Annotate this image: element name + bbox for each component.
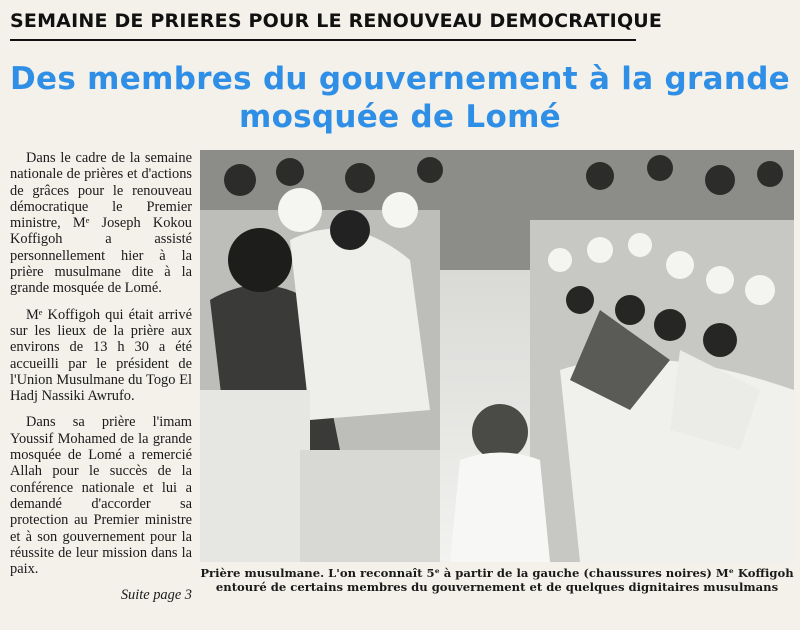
- continuation-note: Suite page 3: [120, 587, 192, 604]
- headline-line-2: mosquée de Lomé: [238, 99, 562, 135]
- photo-illustration: [200, 150, 794, 562]
- section-kicker: SEMAINE DE PRIERES POUR LE RENOUVEAU DEMOCRATIQUE: [10, 10, 663, 32]
- paragraph-2: Mᵉ Koffigoh qui était arrivé sur les lieux de la prière aux environs de 13 h 30 a été accueilli par le président de l'Union Musulmane du Togo El Hadj Nassiki Awrufo.: [10, 306, 192, 405]
- headline: [0, 60, 800, 136]
- paragraph-3: Dans sa prière l'imam Youssif Mohamed de la grande mosquée de Lomé a remercié Allah pour le succès de la conférence nationale et lui a demandé d'accorder sa protection au Premier ministre et à son gouvernement pour la réussite de leur mission dans la paix.: [10, 414, 192, 578]
- article-body: [10, 150, 192, 614]
- kicker-underline: [10, 39, 636, 41]
- headline-line-1: Des membres du gouvernement à la grande: [9, 61, 791, 97]
- paragraph-1: Dans le cadre de la semaine nationale de prières et d'actions de grâces pour le renouveau démocratique le Premier ministre, Mᵉ Joseph Kokou Koffigoh a assisté personnellement hier à la prière musulmane dite à la grande mosquée de Lomé.: [10, 150, 192, 297]
- photo-caption: Prière musulmane. L'on reconnaît 5ᵉ à partir de la gauche (chaussures noires) Mᵉ Koffigoh entouré de certains membres du gouvernement et de quelques dignitaires musulmans: [200, 566, 794, 594]
- news-photo: [200, 150, 794, 562]
